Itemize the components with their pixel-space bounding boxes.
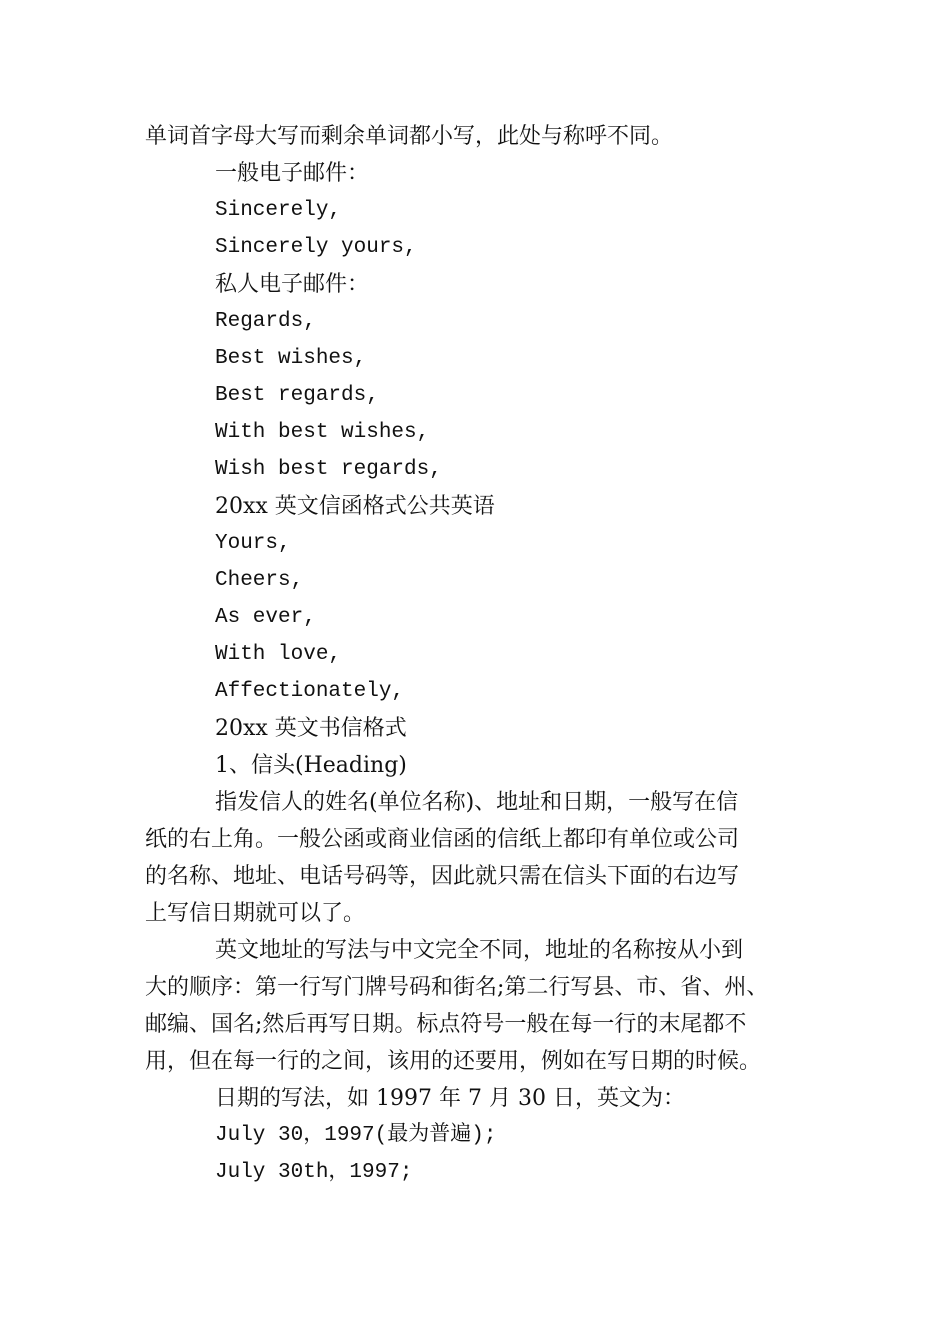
- text-line: 一般电子邮件：: [215, 161, 370, 186]
- text-line: Best wishes,: [215, 347, 367, 370]
- text-line: Cheers,: [215, 569, 304, 592]
- text-line: Affectionately,: [215, 680, 405, 703]
- text-line: 指发信人的姓名(单位名称)、地址和日期，一般写在信: [215, 790, 739, 815]
- text-line: 邮编、国名;然后再写日期。标点符号一般在每一行的末尾都不: [145, 1012, 747, 1037]
- text-line: Best regards,: [215, 384, 379, 407]
- text-line: 用，但在每一行的之间，该用的还要用，例如在写日期的时候。: [145, 1049, 762, 1074]
- text-line: Sincerely yours,: [215, 236, 417, 259]
- text-line: Yours,: [215, 532, 291, 555]
- text-line: 纸的右上角。一般公函或商业信函的信纸上都印有单位或公司: [145, 827, 740, 852]
- text-line: July 30，1997(最为普遍);: [215, 1124, 497, 1147]
- text-line: 上写信日期就可以了。: [145, 901, 366, 926]
- section-heading: 20xx 英文信函格式公共英语: [215, 494, 495, 519]
- section-heading: 20xx 英文书信格式: [215, 716, 407, 741]
- text-line: 私人电子邮件：: [215, 272, 370, 297]
- text-line: With love,: [215, 643, 342, 666]
- text-line: 单词首字母大写而剩余单词都小写，此处与称呼不同。: [145, 124, 674, 149]
- text-line: 的名称、地址、电话号码等，因此就只需在信头下面的右边写: [145, 864, 740, 889]
- text-line: 大的顺序：第一行写门牌号码和街名;第二行写县、市、省、州、: [145, 975, 769, 1000]
- document-body: [145, 118, 825, 1191]
- text-line: Sincerely,: [215, 199, 342, 222]
- text-line: 日期的写法，如 1997 年 7 月 30 日，英文为：: [215, 1086, 685, 1111]
- paragraph-address-format: [145, 932, 825, 1080]
- text-line: July 30th，1997;: [215, 1161, 413, 1184]
- text-line: Regards,: [215, 310, 316, 333]
- paragraph-heading-description: [145, 784, 825, 932]
- text-line: As ever,: [215, 606, 316, 629]
- text-line: With best wishes,: [215, 421, 430, 444]
- text-line: Wish best regards,: [215, 458, 442, 481]
- subsection-heading: 1、信头(Heading): [215, 753, 407, 778]
- text-line: 英文地址的写法与中文完全不同，地址的名称按从小到: [215, 938, 744, 963]
